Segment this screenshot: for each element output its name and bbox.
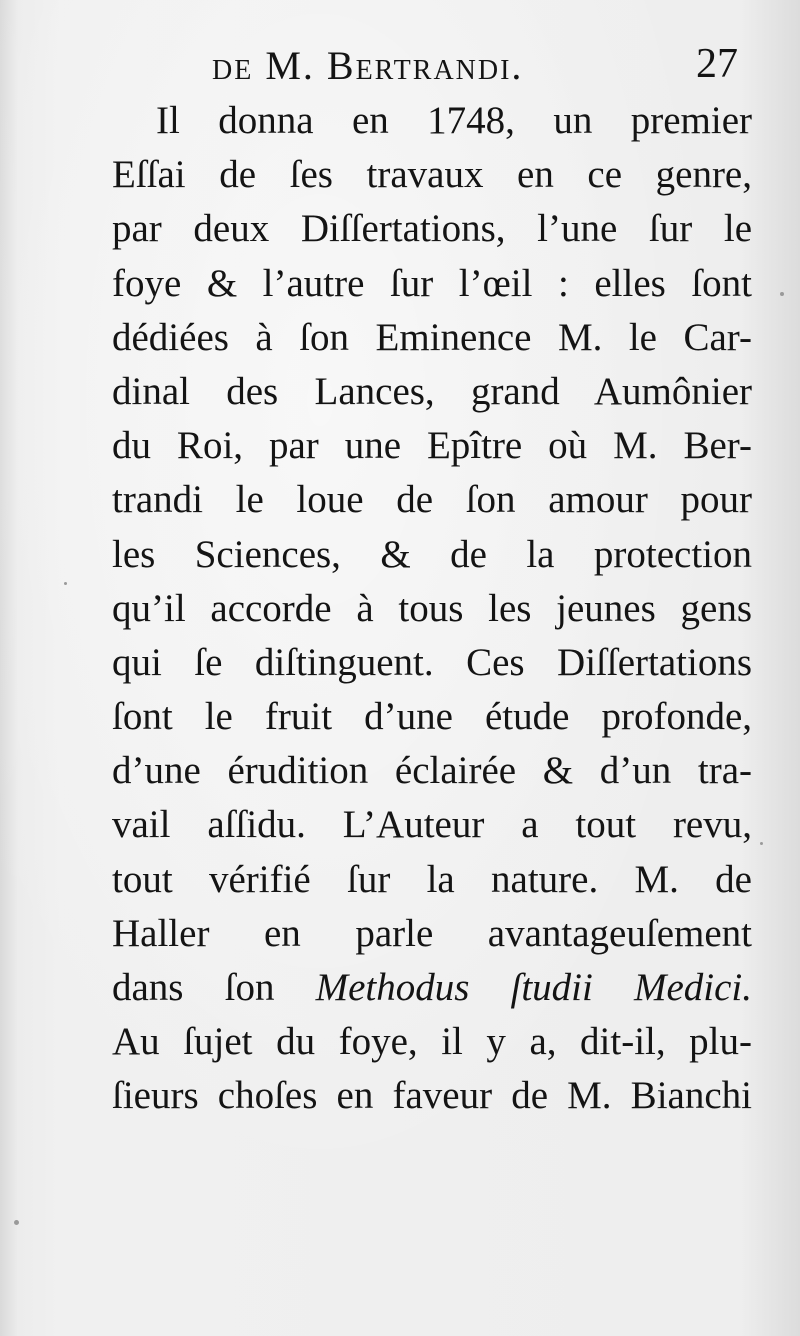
text-line: les Sciences, & de la protection	[112, 532, 752, 576]
text-line: dédiées à ſon Eminence M. le Car-	[112, 315, 752, 359]
italic-book-title: Methodus ſtudii Medici.	[315, 966, 752, 1009]
paper-speck	[780, 292, 784, 296]
text-line: Il donna en 1748, un premier	[156, 99, 752, 142]
text-line: Haller en parle avantageuſement	[112, 911, 752, 955]
paper-speck	[14, 1220, 19, 1225]
text-line: tout vérifié ſur la nature. M. de	[112, 857, 752, 901]
running-title: de M. Bertrandi.	[212, 43, 524, 88]
text-line: dinal des Lances, grand Aumônier	[112, 369, 752, 413]
page-number: 27	[696, 41, 738, 87]
body-text	[112, 94, 752, 1124]
text-line: foye & l’autre ſur l’œil : elles ſont	[112, 261, 752, 305]
text-line: qui ſe diſtinguent. Ces Diſſertations	[112, 640, 752, 684]
text-line: ſont le fruit d’une étude profonde,	[112, 695, 752, 739]
text-line: qu’il accorde à tous les jeunes gens	[112, 586, 752, 630]
paper-speck	[64, 582, 67, 585]
text-line: vail aſſidu. L’Auteur a tout revu,	[112, 803, 752, 847]
text-line: Au ſujet du foye, il y a, dit-il, plu-	[112, 1020, 752, 1064]
text-line: par deux Diſſertations, l’une ſur le	[112, 207, 752, 251]
text-line: du Roi, par une Epître où M. Ber-	[112, 424, 752, 468]
page-header	[0, 30, 800, 100]
text-line: d’une érudition éclairée & d’un tra-	[112, 749, 752, 793]
text-line: trandi le loue de ſon amour pour	[112, 478, 752, 522]
paper-speck	[760, 842, 763, 845]
text-line-with-italic-title	[112, 961, 752, 1015]
line-prefix: dans ſon	[112, 966, 316, 1009]
text-line: Eſſai de ſes travaux en ce genre,	[112, 153, 752, 197]
text-line: ſieurs choſes en faveur de M. Bianchi	[112, 1074, 752, 1118]
